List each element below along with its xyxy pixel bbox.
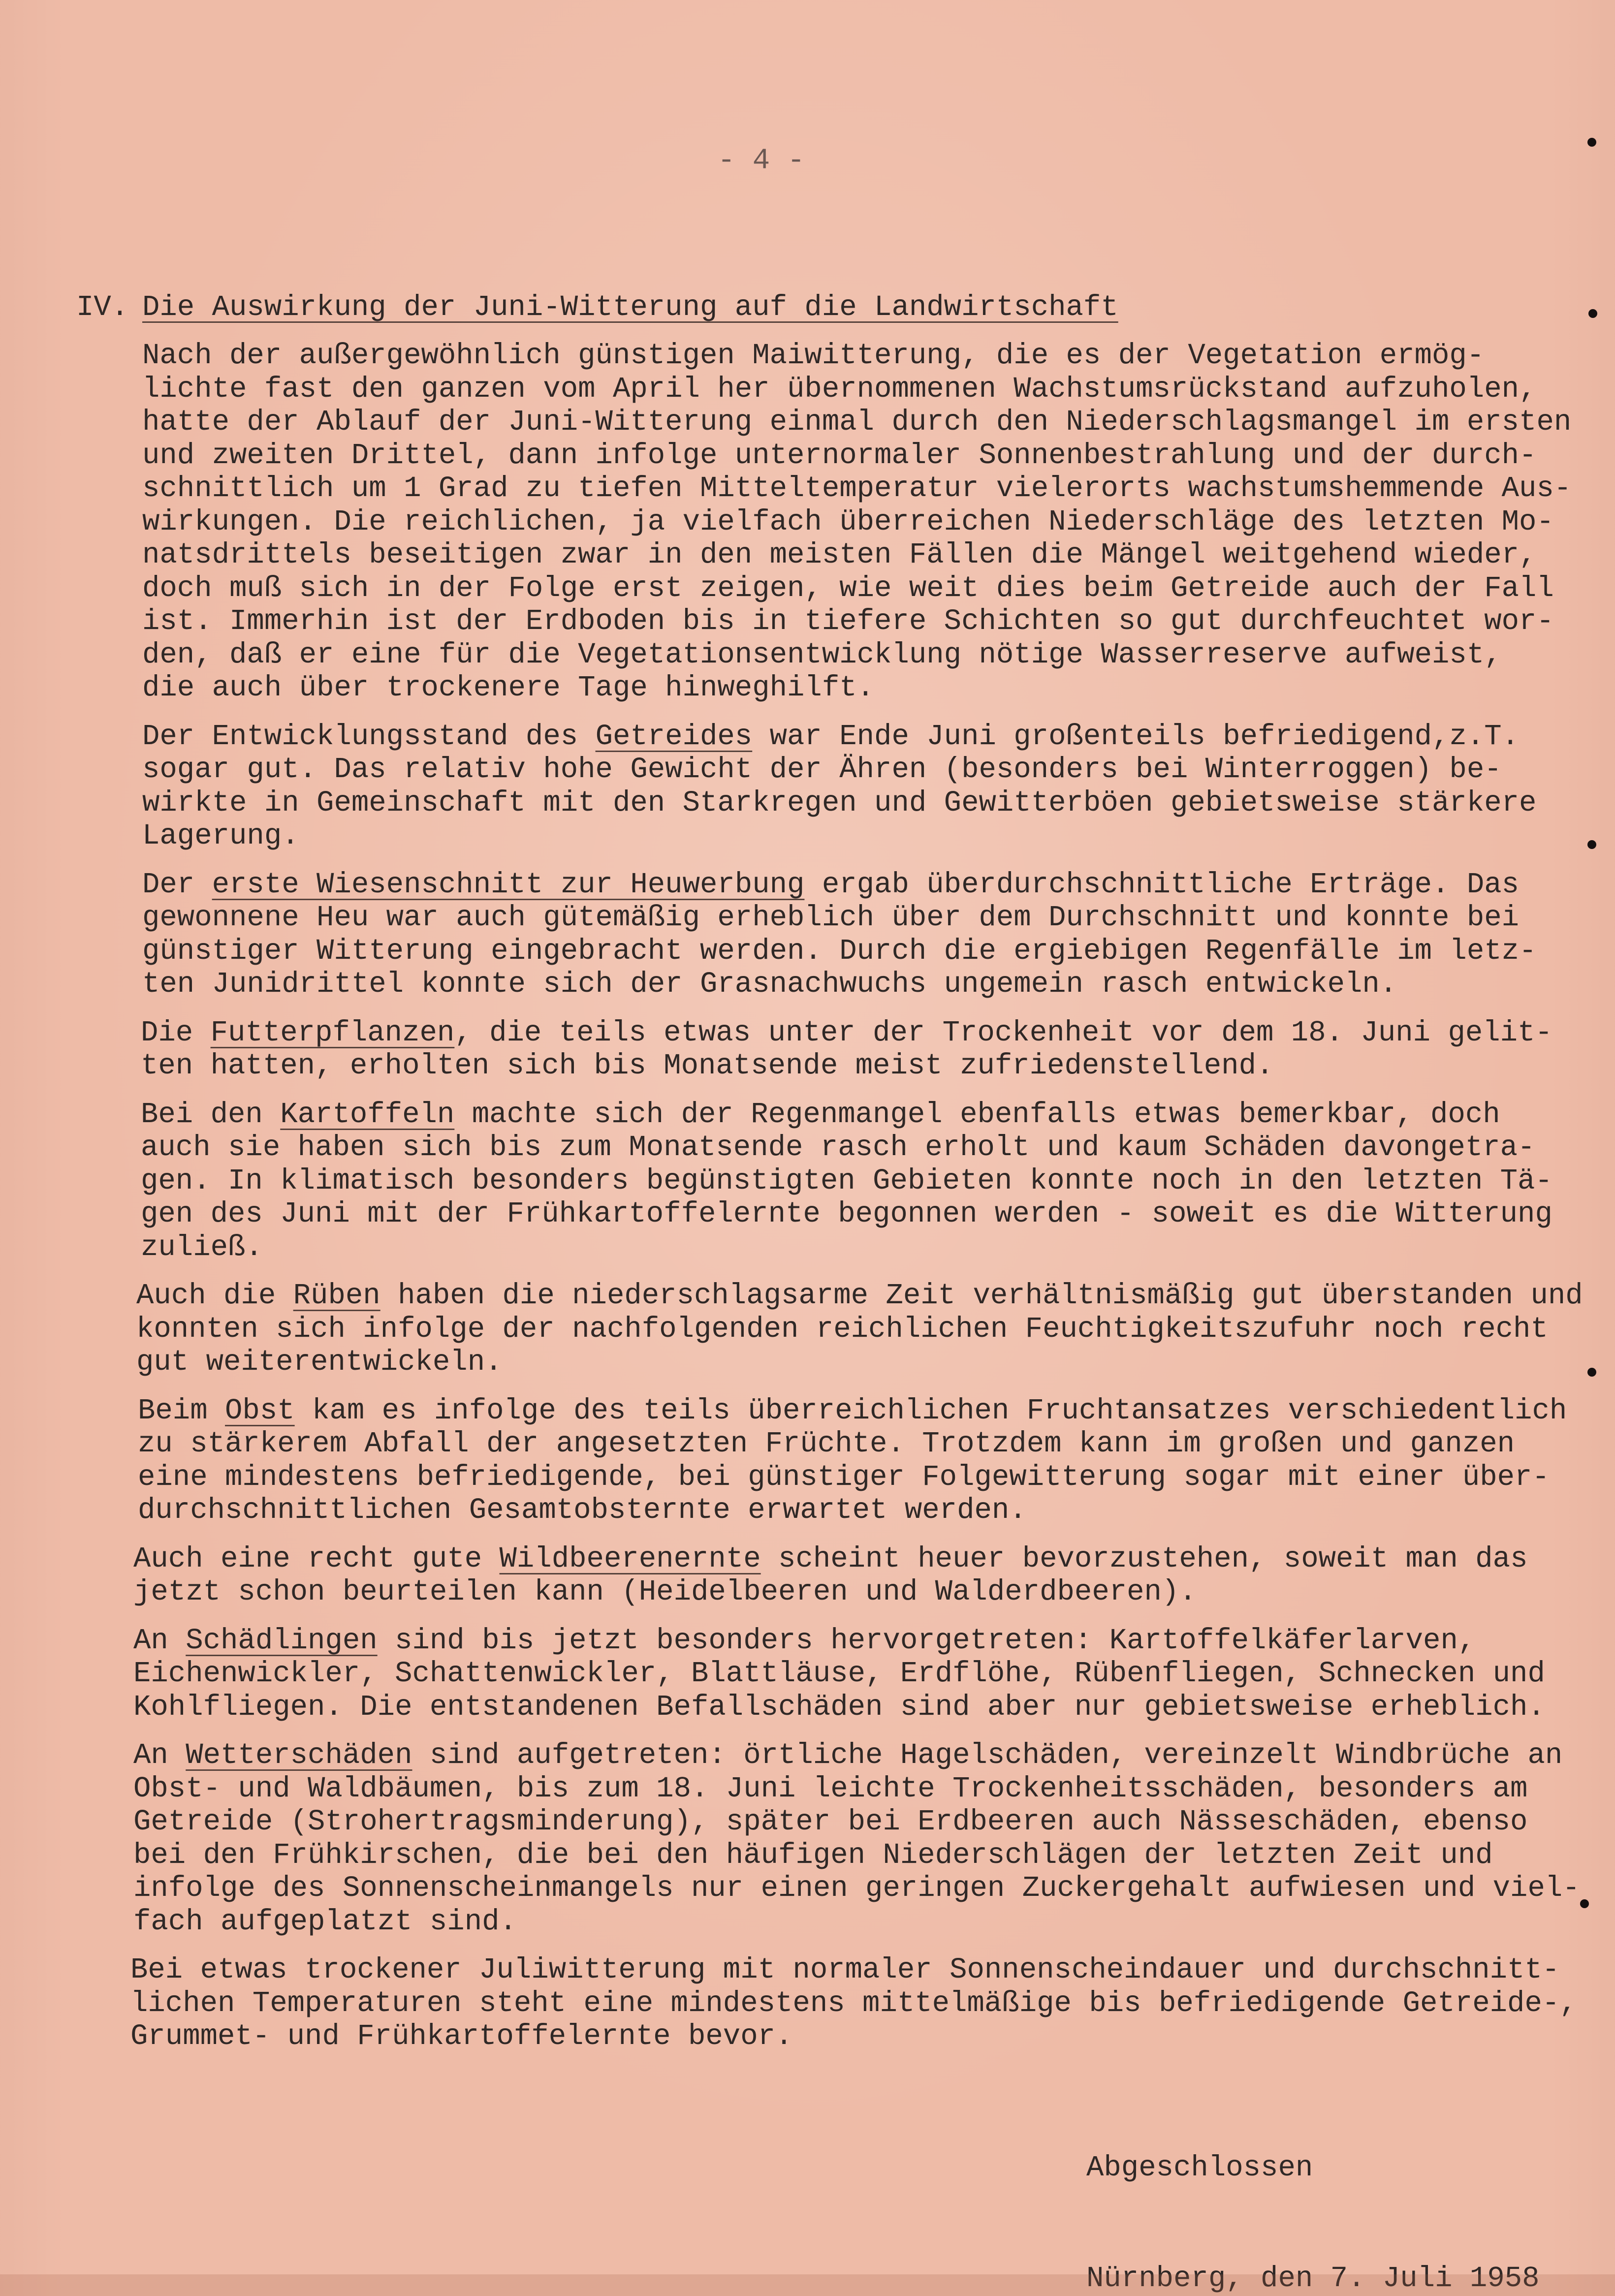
text-segment: kam es infolge des teils überreichlichen Fruchtansatzes verschiedentlich — [294, 1394, 1567, 1427]
paragraph — [138, 1394, 1615, 1527]
text-line: fach aufgeplatzt sind. — [133, 1905, 517, 1938]
section-body — [0, 339, 1615, 2053]
text-line: hatte der Ablauf der Juni-Witterung einmal durch den Niederschlagsmangel im ersten — [142, 406, 1572, 439]
text-line: Bei etwas trockener Juliwitterung mit normaler Sonnenscheindauer und durchschnitt- — [130, 1953, 1560, 1986]
binding-dot — [1587, 1368, 1596, 1377]
text-line: Lagerung. — [142, 819, 299, 852]
text-line — [142, 868, 1615, 902]
text-line — [138, 1394, 1615, 1428]
text-segment: Der — [142, 868, 212, 901]
underlined-term: Wildbeerenernte — [499, 1542, 761, 1575]
closing-place-date: Nürnberg, den 7. Juli 1958 — [1086, 2262, 1540, 2295]
text-segment: An — [133, 1739, 186, 1772]
section-iv — [0, 291, 1615, 2069]
section-heading — [0, 291, 1615, 324]
text-line — [136, 1279, 1615, 1313]
text-segment: , die teils etwas unter der Trockenheit vor dem 18. Juni gelit- — [454, 1016, 1552, 1049]
text-line: jetzt schon beurteilen kann (Heidelbeeren und Walderdbeeren). — [133, 1575, 1197, 1608]
paragraph — [142, 868, 1615, 1001]
text-line: gen des Juni mit der Frühkartoffelernte begonnen werden - soweit es die Witterung — [141, 1197, 1552, 1230]
text-line: Getreide (Strohertragsminderung), später bei Erdbeeren auch Nässeschäden, ebenso — [133, 1805, 1528, 1838]
closing-status: Abgeschlossen — [1086, 2151, 1313, 2184]
text-line: ten hatten, erholten sich bis Monatsende meist zufriedenstellend. — [141, 1049, 1274, 1082]
text-line: zu stärkerem Abfall der angesetzten Früchte. Trotzdem kann im großen und ganzen — [138, 1427, 1515, 1460]
text-line: schnittlich um 1 Grad zu tiefen Mitteltemperatur vielerorts wachstumshemmende Aus- — [142, 472, 1572, 505]
underlined-term: Wetterschäden — [186, 1739, 412, 1772]
text-line: günstiger Witterung eingebracht werden. Durch die ergiebigen Regenfälle im letz- — [142, 934, 1537, 968]
page-number: - 4 - — [718, 144, 805, 177]
text-segment: Die — [141, 1016, 211, 1049]
text-line: lichte fast den ganzen vom April her übernommenen Wachstumsrückstand aufzuholen, — [142, 372, 1537, 406]
binding-dot — [1587, 840, 1596, 849]
text-segment: Bei den — [141, 1098, 281, 1131]
text-segment: machte sich der Regenmangel ebenfalls etwas bemerkbar, doch — [454, 1098, 1500, 1131]
text-line — [141, 1098, 1615, 1132]
binding-dot — [1588, 309, 1597, 318]
paragraph — [133, 1542, 1615, 1609]
paragraph — [136, 1279, 1615, 1379]
text-line: infolge des Sonnenscheinmangels nur einen geringen Zuckergehalt aufwiesen und viel- — [133, 1872, 1580, 1905]
text-line: wirkte in Gemeinschaft mit den Starkregen und Gewitterböen gebietsweise stärkere — [142, 786, 1537, 819]
text-line: Obst- und Waldbäumen, bis zum 18. Juni leichte Trockenheitsschäden, besonders am — [133, 1772, 1528, 1805]
underlined-term: Futterpflanzen — [210, 1016, 455, 1049]
paper-edge — [0, 2274, 1615, 2296]
text-segment: Der Entwicklungsstand des — [142, 720, 596, 753]
underlined-term: Kartoffeln — [280, 1098, 455, 1131]
text-segment: An — [133, 1624, 186, 1657]
closing-block — [1086, 2076, 1540, 2296]
text-line — [141, 1016, 1615, 1050]
underlined-term: Schädlingen — [186, 1624, 378, 1657]
text-segment: haben die niederschlagsarme Zeit verhältnismäßig gut überstanden und — [380, 1279, 1583, 1312]
text-line — [133, 1624, 1615, 1658]
text-line: gen. In klimatisch besonders begünstigten Gebieten konnte noch in den letzten Tä- — [141, 1164, 1552, 1197]
text-line: natsdrittels beseitigen zwar in den meisten Fällen die Mängel weitgehend wieder, — [142, 538, 1537, 571]
text-line: auch sie haben sich bis zum Monatsende rasch erholt und kaum Schäden davongetra- — [141, 1131, 1535, 1164]
paragraph — [130, 1953, 1615, 2053]
text-line: ten Junidrittel konnte sich der Grasnachwuchs ungemein rasch entwickeln. — [142, 968, 1397, 1001]
binding-dot — [1580, 1899, 1589, 1908]
text-line: wirkungen. Die reichlichen, ja vielfach überreichen Niederschläge des letzten Mo- — [142, 505, 1554, 538]
binding-dot — [1587, 138, 1596, 147]
text-line: die auch über trockenere Tage hinweghilft. — [142, 671, 875, 704]
text-line — [133, 1542, 1615, 1576]
underlined-term: erste Wiesenschnitt zur Heuwerbung — [212, 868, 805, 901]
text-line: Grummet- und Frühkartoffelernte bevor. — [130, 2020, 793, 2053]
text-line: lichen Temperaturen steht eine mindestens mittelmäßige bis befriedigende Getreide-, — [130, 1986, 1577, 2020]
text-segment: war Ende Juni großenteils befriedigend,z.T. — [752, 720, 1520, 753]
text-line: Nach der außergewöhnlich günstigen Maiwitterung, die es der Vegetation ermög- — [142, 339, 1485, 372]
text-line — [142, 720, 1615, 754]
text-line — [133, 1739, 1615, 1772]
underlined-term: Rüben — [293, 1279, 380, 1312]
paragraph — [141, 1016, 1615, 1083]
paragraph — [142, 339, 1615, 705]
text-line: durchschnittlichen Gesamtobsternte erwartet werden. — [138, 1494, 1027, 1527]
paragraph — [141, 1098, 1615, 1264]
text-segment: Auch eine recht gute — [133, 1542, 500, 1575]
text-line: zuließ. — [141, 1230, 263, 1264]
text-line: doch muß sich in der Folge erst zeigen, wie weit dies beim Getreide auch der Fall — [142, 571, 1554, 605]
underlined-term: Obst — [225, 1394, 295, 1427]
text-line: den, daß er eine für die Vegetationsentwicklung nötige Wasserreserve aufweist, — [142, 638, 1502, 671]
text-segment: sind aufgetreten: örtliche Hagelschäden, vereinzelt Windbrüche an — [412, 1739, 1563, 1772]
text-line: ist. Immerhin ist der Erdboden bis in tiefere Schichten so gut durchfeuchtet wor- — [142, 605, 1554, 638]
text-segment: scheint heuer bevorzustehen, soweit man das — [760, 1542, 1528, 1575]
text-line: eine mindestens befriedigende, bei günstiger Folgewitterung sogar mit einer über- — [138, 1460, 1550, 1494]
text-segment: Beim — [138, 1394, 225, 1427]
paragraph — [133, 1624, 1615, 1724]
text-segment: ergab überdurchschnittliche Erträge. Das — [804, 868, 1520, 901]
text-line: sogar gut. Das relativ hohe Gewicht der Ähren (besonders bei Winterroggen) be- — [142, 753, 1502, 786]
section-numeral: IV. — [76, 291, 129, 324]
paragraph — [142, 720, 1615, 853]
text-line: konnten sich infolge der nachfolgenden reichlichen Feuchtigkeitszufuhr noch recht — [136, 1312, 1548, 1346]
text-line: gewonnene Heu war auch gütemäßig erheblich über dem Durchschnitt und konnte bei — [142, 901, 1520, 934]
text-line: Kohlfliegen. Die entstandenen Befallschäden sind aber nur gebietsweise erheblich. — [133, 1690, 1545, 1724]
text-segment: Auch die — [136, 1279, 293, 1312]
text-line: und zweiten Drittel, dann infolge unternormaler Sonnenbestrahlung und der durch- — [142, 439, 1537, 472]
underlined-term: Getreides — [595, 720, 753, 753]
text-line: bei den Frühkirschen, die bei den häufigen Niederschlägen der letzten Zeit und — [133, 1838, 1493, 1872]
text-line: Eichenwickler, Schattenwickler, Blattläuse, Erdflöhe, Rübenfliegen, Schnecken und — [133, 1657, 1545, 1690]
paragraph — [133, 1739, 1615, 1938]
text-segment: sind bis jetzt besonders hervorgetreten: Kartoffelkäferlarven, — [377, 1624, 1476, 1657]
text-line: gut weiterentwickeln. — [136, 1346, 503, 1379]
section-title: Die Auswirkung der Juni-Witterung auf die Landwirtschaft — [142, 291, 1118, 324]
